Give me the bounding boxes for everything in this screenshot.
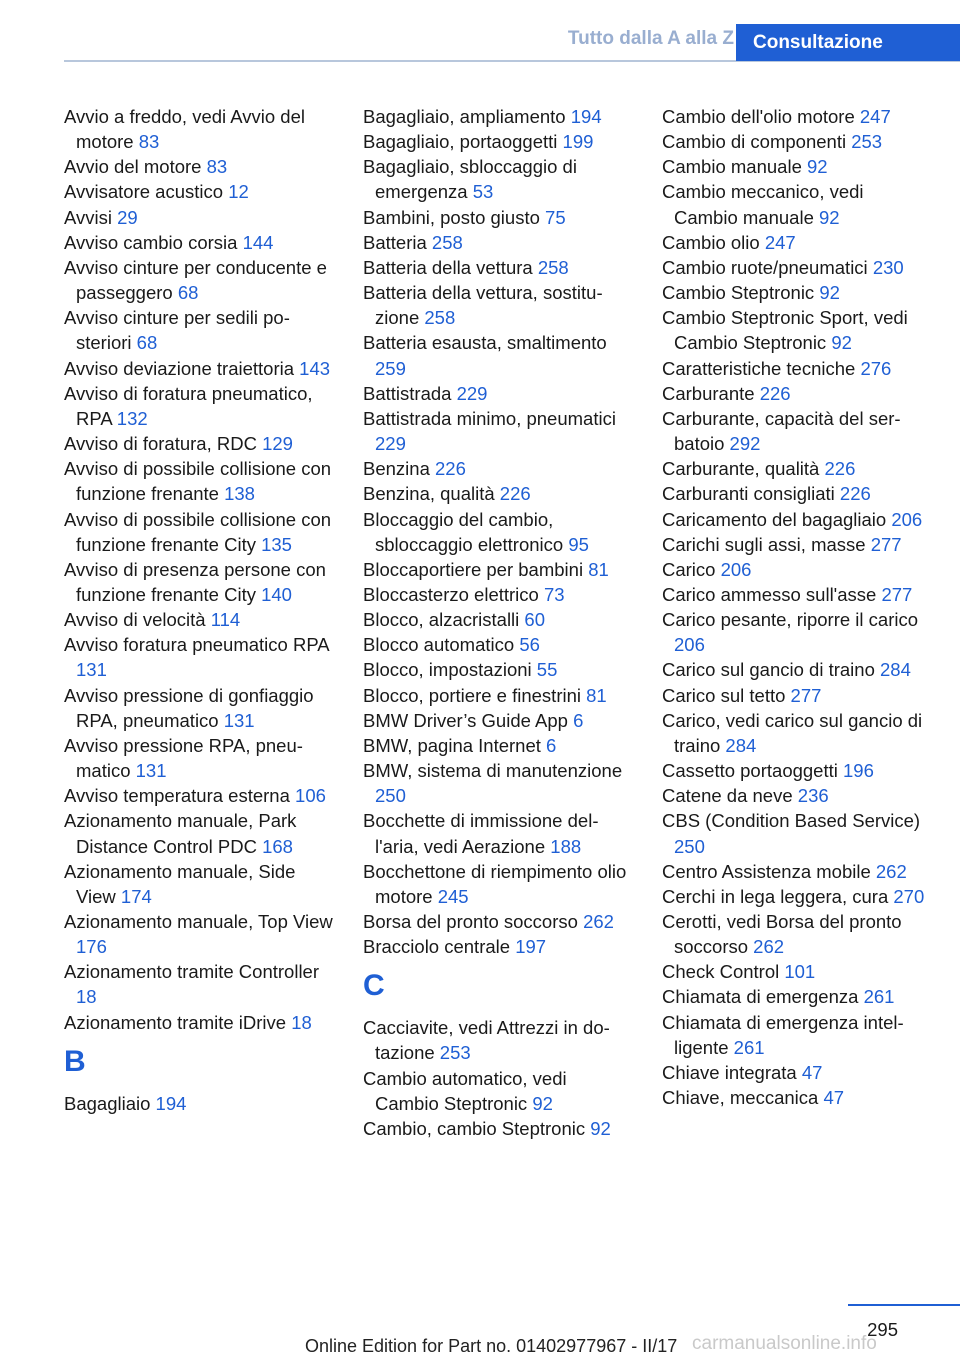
index-entry-term: Bocchettone di riempimento olio motore bbox=[363, 860, 627, 907]
index-entry-term: Cambio Steptronic Sport, vedi Cambio Steptronic bbox=[662, 307, 908, 354]
index-entry bbox=[363, 406, 635, 456]
index-entry bbox=[363, 808, 635, 858]
index-entry-term: Cambio Steptronic bbox=[662, 282, 820, 304]
index-entry-page-link[interactable]: 199 bbox=[562, 131, 594, 153]
index-entry bbox=[363, 230, 635, 255]
header-section-title: Tutto dalla A alla Z bbox=[567, 28, 734, 49]
index-entry-term: Avvio a freddo, vedi Avvio del motore bbox=[64, 106, 305, 153]
index-entry bbox=[662, 582, 930, 607]
index-entry-term: Avviso pressione RPA, pneumatico bbox=[64, 734, 303, 782]
index-entry bbox=[64, 1010, 336, 1035]
index-entry bbox=[64, 356, 336, 381]
watermark: carmanualsonline.info bbox=[692, 1333, 877, 1354]
index-entry-term: Avviso cambio corsia bbox=[64, 231, 243, 253]
index-entry-page-link[interactable]: 168 bbox=[262, 835, 293, 857]
index-entry bbox=[662, 381, 930, 406]
index-entry bbox=[64, 381, 336, 431]
index-entry-page-link[interactable]: 56 bbox=[519, 634, 540, 656]
index-column-3 bbox=[662, 104, 930, 1110]
index-entry bbox=[662, 356, 930, 381]
index-entry-page-link[interactable]: 12 bbox=[228, 181, 249, 203]
index-entry-term: Centro Assistenza mobile bbox=[662, 860, 876, 882]
index-entry-page-link[interactable]: 258 bbox=[537, 256, 569, 278]
index-entry bbox=[662, 532, 930, 557]
index-entry-term: Avviso di velocità bbox=[64, 609, 211, 631]
index-entry-term: Cambio olio bbox=[662, 231, 765, 253]
index-entry-page-link[interactable]: 135 bbox=[261, 533, 292, 555]
index-entry bbox=[363, 733, 635, 758]
index-entry-page-link[interactable]: 188 bbox=[550, 835, 582, 857]
index-entry bbox=[662, 708, 930, 758]
index-entry-term: Azionamento manuale, Side View bbox=[64, 860, 296, 907]
index-entry-page-link[interactable]: 18 bbox=[76, 986, 97, 1008]
index-entry-page-link[interactable]: 277 bbox=[870, 533, 902, 555]
index-entry bbox=[662, 481, 930, 506]
index-entry bbox=[363, 657, 635, 682]
index-entry-page-link[interactable]: 60 bbox=[524, 609, 545, 631]
index-entry-term: Carico bbox=[662, 558, 721, 580]
index-entry-term: Chiamata di emergenza bbox=[662, 986, 864, 1008]
index-entry-page-link[interactable]: 292 bbox=[729, 433, 761, 455]
index-entry-page-link[interactable]: 176 bbox=[76, 936, 107, 958]
index-entry-term: Avviso di foratura pneumatico, RPA bbox=[64, 382, 313, 429]
index-letter-heading: B bbox=[64, 1044, 86, 1078]
index-entry bbox=[662, 104, 930, 129]
index-entry-page-link[interactable]: 92 bbox=[807, 156, 828, 178]
index-entry-term: Avvio del motore bbox=[64, 156, 207, 178]
index-entry-term: Carico, vedi carico sul gancio di traino bbox=[662, 709, 923, 756]
index-entry-term: Chiave, meccanica bbox=[662, 1087, 824, 1109]
index-entry-term: Caricamento del bagagliaio bbox=[662, 508, 892, 530]
index-entry-page-link[interactable]: 92 bbox=[590, 1117, 611, 1139]
index-entry-term: Chiave integrata bbox=[662, 1061, 802, 1083]
index-entry bbox=[662, 255, 930, 280]
index-entry-term: Cambio manuale bbox=[662, 156, 807, 178]
index-entry-term: BMW, sistema di manutenzione bbox=[363, 760, 623, 782]
index-entry bbox=[64, 507, 336, 557]
index-entry bbox=[662, 859, 930, 884]
index-entry bbox=[64, 305, 336, 355]
index-entry bbox=[64, 909, 336, 959]
index-entry bbox=[363, 683, 635, 708]
index-entry bbox=[363, 104, 635, 129]
index-entry-term: Cerotti, vedi Borsa del pronto soccorso bbox=[662, 911, 902, 958]
index-entry bbox=[363, 1015, 635, 1065]
index-entry bbox=[363, 909, 635, 934]
index-entry-page-link[interactable]: 53 bbox=[472, 181, 494, 203]
index-entry bbox=[662, 557, 930, 582]
index-entry-term: Batteria esausta, smaltimento bbox=[363, 332, 607, 354]
index-entry-term: Avviso di foratura, RDC bbox=[64, 433, 263, 455]
index-column-2 bbox=[363, 104, 635, 1141]
index-entry bbox=[662, 129, 930, 154]
index-entry-term: Cambio meccanico, vedi Cambio manuale bbox=[662, 181, 864, 228]
index-entry-term: BMW Driver’s Guide App bbox=[363, 709, 574, 731]
index-entry bbox=[662, 984, 930, 1009]
index-entry-term: Cambio di componenti bbox=[662, 131, 852, 153]
index-entry-page-link[interactable]: 259 bbox=[375, 357, 406, 379]
index-entry-page-link[interactable]: 206 bbox=[720, 558, 752, 580]
index-entry-term: Carburante bbox=[662, 382, 760, 404]
index-entry-term: Battistrada bbox=[363, 382, 457, 404]
index-entry-page-link[interactable]: 277 bbox=[881, 583, 913, 605]
index-entry-page-link[interactable]: 226 bbox=[824, 458, 856, 480]
index-entry-page-link[interactable]: 131 bbox=[223, 709, 255, 731]
index-entry-page-link[interactable]: 92 bbox=[819, 282, 840, 304]
index-entry bbox=[64, 205, 336, 230]
index-entry-page-link[interactable]: 114 bbox=[210, 609, 241, 631]
index-entry-term: Cerchi in lega leggera, cura bbox=[662, 885, 894, 907]
index-entry-page-link[interactable]: 73 bbox=[543, 583, 565, 605]
index-entry-term: Chiamata di emergenza intelligente bbox=[662, 1011, 904, 1058]
index-entry bbox=[662, 884, 930, 909]
index-entry-term: Avvisi bbox=[64, 206, 118, 228]
index-entry-page-link[interactable]: 258 bbox=[424, 307, 456, 329]
index-entry-term: Catene da neve bbox=[662, 785, 798, 807]
index-entry-page-link[interactable]: 29 bbox=[117, 206, 138, 228]
index-entry bbox=[64, 456, 336, 506]
index-entry-page-link[interactable]: 83 bbox=[206, 156, 228, 178]
index-entry-page-link[interactable]: 196 bbox=[843, 760, 874, 782]
index-entry bbox=[363, 481, 635, 506]
index-entry-term: Battistrada minimo, pneumatici bbox=[363, 407, 616, 429]
index-entry-term: Bagagliaio, ampliamento bbox=[363, 106, 571, 127]
index-entry-page-link[interactable]: 138 bbox=[224, 483, 255, 505]
index-entry bbox=[64, 230, 336, 255]
index-entry bbox=[64, 783, 336, 808]
index-entry-term: Bagagliaio bbox=[64, 1092, 156, 1114]
index-entry bbox=[363, 255, 635, 280]
index-entry-term: Avviso foratura pneumatico RPA bbox=[64, 634, 329, 656]
index-entry bbox=[662, 406, 930, 456]
page-number: 295 bbox=[867, 1319, 898, 1340]
index-entry-term: Batteria bbox=[363, 231, 432, 253]
index-entry bbox=[662, 783, 930, 808]
index-entry-page-link[interactable]: 247 bbox=[859, 106, 891, 127]
index-entry-term: Bracciolo centrale bbox=[363, 936, 516, 958]
index-entry-term: Blocco, alzacristalli bbox=[363, 609, 525, 631]
index-entry-page-link[interactable]: 6 bbox=[573, 709, 584, 731]
index-entry-page-link[interactable]: 277 bbox=[790, 684, 822, 706]
index-column-1 bbox=[64, 104, 336, 1116]
index-entry bbox=[64, 104, 336, 154]
index-entry bbox=[64, 683, 336, 733]
index-entry-page-link[interactable]: 55 bbox=[536, 659, 558, 681]
index-entry bbox=[363, 1066, 635, 1116]
index-entry-term: Avviso di presenza persone con funzione frenante City bbox=[64, 558, 326, 605]
index-entry-term: Carichi sugli assi, masse bbox=[662, 533, 871, 555]
index-entry-page-link[interactable]: 229 bbox=[375, 433, 406, 455]
index-entry-term: Cambio ruote/pneumatici bbox=[662, 256, 873, 278]
index-entry bbox=[363, 129, 635, 154]
index-entry bbox=[363, 381, 635, 406]
index-entry bbox=[363, 607, 635, 632]
index-entry bbox=[64, 808, 336, 858]
index-entry-page-link[interactable]: 83 bbox=[138, 131, 160, 153]
index-entry-term: Carico ammesso sull'asse bbox=[662, 583, 882, 605]
index-entry bbox=[363, 934, 635, 959]
index-entry bbox=[64, 154, 336, 179]
index-entry-term: Benzina, qualità bbox=[363, 483, 500, 505]
index-entry bbox=[64, 959, 336, 1009]
index-entry-term: Bocchette di immissione dell'aria, vedi Aerazione bbox=[363, 810, 599, 857]
index-entry-term: Caratteristiche tecniche bbox=[662, 357, 861, 379]
index-entry-page-link[interactable]: 144 bbox=[242, 231, 274, 253]
index-entry-page-link[interactable]: 92 bbox=[819, 206, 840, 228]
index-entry-term: Avviso deviazione traiettoria bbox=[64, 357, 300, 379]
index-entry-term: Cambio, cambio Steptronic bbox=[363, 1117, 591, 1139]
index-entry-page-link[interactable]: 261 bbox=[863, 986, 895, 1008]
index-entry bbox=[64, 733, 336, 783]
index-entry-term: Avviso di possibile collisione con funzione frenante City bbox=[64, 508, 332, 555]
index-entry-term: Avviso di possibile collisione con funzione frenante bbox=[64, 458, 332, 505]
index-entry-term: Carico pesante, riporre il carico bbox=[662, 609, 919, 631]
index-entry-page-link[interactable]: 81 bbox=[586, 684, 607, 706]
index-entry bbox=[662, 1060, 930, 1085]
index-entry-page-link[interactable]: 174 bbox=[120, 885, 152, 907]
header-tab: Consultazione bbox=[736, 24, 960, 61]
index-entry-term: Cacciavite, vedi Attrezzi in dotazione bbox=[363, 1017, 610, 1064]
index-entry bbox=[363, 632, 635, 657]
index-entry-page-link[interactable]: 253 bbox=[851, 131, 883, 153]
index-entry bbox=[363, 456, 635, 481]
index-entry-page-link[interactable]: 101 bbox=[784, 961, 816, 983]
index-entry bbox=[363, 507, 635, 557]
index-entry-term: Bloccaportiere per bambini bbox=[363, 558, 589, 580]
index-entry-term: Avvisatore acustico bbox=[64, 181, 229, 203]
index-entry bbox=[662, 280, 930, 305]
index-entry bbox=[662, 808, 930, 858]
index-entry-term: Carburante, capacità del serbatoio bbox=[662, 407, 901, 455]
index-entry-page-link[interactable]: 68 bbox=[136, 332, 158, 354]
index-entry-page-link[interactable]: 262 bbox=[753, 936, 785, 958]
index-entry-page-link[interactable]: 129 bbox=[262, 433, 293, 455]
index-entry-term: Avviso temperatura esterna bbox=[64, 785, 296, 807]
index-entry-page-link[interactable]: 245 bbox=[437, 885, 469, 907]
index-entry bbox=[662, 607, 930, 657]
index-entry-page-link[interactable]: 92 bbox=[532, 1092, 553, 1114]
index-entry-page-link[interactable]: 68 bbox=[177, 282, 199, 304]
index-entry-page-link[interactable]: 250 bbox=[375, 785, 406, 807]
index-entry-term: Blocco, portiere e finestrini bbox=[363, 684, 587, 706]
index-letter-heading: C bbox=[363, 969, 385, 1003]
index-entry-page-link[interactable]: 236 bbox=[797, 785, 829, 807]
index-entry-page-link[interactable]: 284 bbox=[725, 734, 757, 756]
index-entry bbox=[363, 154, 635, 204]
index-entry bbox=[64, 557, 336, 607]
index-entry bbox=[363, 330, 635, 380]
index-entry bbox=[662, 909, 930, 959]
index-entry-page-link[interactable]: 262 bbox=[583, 911, 614, 932]
index-entry-page-link[interactable]: 194 bbox=[155, 1092, 187, 1114]
index-entry bbox=[363, 582, 635, 607]
index-entry bbox=[662, 154, 930, 179]
index-entry bbox=[662, 179, 930, 229]
index-entry-term: Avviso cinture per conducente e passeggero bbox=[64, 256, 327, 304]
index-entry-page-link[interactable]: 230 bbox=[872, 256, 904, 278]
index-entry bbox=[363, 557, 635, 582]
index-entry-term: Bagagliaio, sbloccaggio di emergenza bbox=[363, 156, 577, 203]
index-entry bbox=[662, 507, 930, 532]
index-entry-page-link[interactable]: 253 bbox=[439, 1042, 471, 1064]
index-entry-page-link[interactable]: 250 bbox=[674, 835, 705, 857]
index-entry-term: BMW, pagina Internet bbox=[363, 734, 547, 756]
index-entry-page-link[interactable]: 262 bbox=[875, 860, 907, 882]
index-entry bbox=[64, 859, 336, 909]
index-entry-page-link[interactable]: 226 bbox=[839, 483, 871, 505]
index-entry-page-link[interactable]: 81 bbox=[588, 558, 609, 580]
index-entry bbox=[64, 632, 336, 682]
index-entry-page-link[interactable]: 284 bbox=[880, 659, 911, 681]
index-entry-page-link[interactable]: 206 bbox=[891, 508, 923, 530]
index-entry bbox=[64, 431, 336, 456]
index-entry-page-link[interactable]: 75 bbox=[545, 206, 566, 228]
index-entry-page-link[interactable]: 226 bbox=[435, 458, 466, 480]
index-entry-term: Batteria della vettura bbox=[363, 256, 538, 278]
index-entry-term: Borsa del pronto soccorso bbox=[363, 911, 584, 932]
index-entry-term: Azionamento tramite Controller bbox=[64, 961, 319, 983]
index-entry-page-link[interactable]: 258 bbox=[431, 231, 463, 253]
index-entry-term: Carburanti consigliati bbox=[662, 483, 840, 505]
index-entry bbox=[64, 179, 336, 204]
index-entry bbox=[662, 657, 930, 682]
index-entry bbox=[662, 456, 930, 481]
index-entry bbox=[363, 859, 635, 909]
index-entry bbox=[662, 959, 930, 984]
index-entry-term: Cambio automatico, vedi Cambio Steptronic bbox=[363, 1067, 567, 1114]
index-entry-page-link[interactable]: 226 bbox=[499, 483, 531, 505]
index-entry bbox=[662, 230, 930, 255]
index-entry-page-link[interactable]: 47 bbox=[801, 1061, 823, 1083]
index-entry-term: Blocco, impostazioni bbox=[363, 659, 537, 681]
index-entry bbox=[662, 1010, 930, 1060]
index-entry-term: Cambio dell'olio motore bbox=[662, 106, 860, 127]
index-entry-page-link[interactable]: 226 bbox=[759, 382, 791, 404]
index-entry-term: Carico sul tetto bbox=[662, 684, 791, 706]
index-entry bbox=[363, 205, 635, 230]
index-entry bbox=[662, 1085, 930, 1110]
index-entry-page-link[interactable]: 106 bbox=[295, 785, 326, 807]
index-entry-page-link[interactable]: 206 bbox=[674, 634, 705, 656]
index-entry-term: Benzina bbox=[363, 458, 435, 480]
index-entry-page-link[interactable]: 132 bbox=[116, 407, 148, 429]
index-entry-term: Bloccaggio del cambio, sbloccaggio elettronico bbox=[363, 508, 569, 555]
edition-line: Online Edition for Part no. 01402977967 - II/17 bbox=[305, 1336, 678, 1356]
index-entry bbox=[662, 683, 930, 708]
index-entry-term: Cassetto portaoggetti bbox=[662, 760, 843, 782]
index-entry bbox=[64, 1091, 336, 1116]
index-entry bbox=[64, 607, 336, 632]
index-entry-term: Azionamento manuale, Top View bbox=[64, 911, 333, 932]
index-entry bbox=[662, 305, 930, 355]
index-entry bbox=[363, 280, 635, 330]
index-entry-term: Carburante, qualità bbox=[662, 458, 825, 480]
index-entry-page-link[interactable]: 276 bbox=[860, 357, 892, 379]
index-entry-term: Bloccasterzo elettrico bbox=[363, 583, 544, 605]
index-entry-page-link[interactable]: 92 bbox=[831, 332, 852, 354]
index-entry bbox=[363, 758, 635, 808]
index-entry-term: Blocco automatico bbox=[363, 634, 520, 656]
index-entry-page-link[interactable]: 143 bbox=[299, 357, 331, 379]
index-entry bbox=[363, 1116, 635, 1141]
index-entry-page-link[interactable]: 131 bbox=[135, 760, 167, 782]
footer-rule bbox=[848, 1304, 960, 1306]
index-entry-term: Azionamento manuale, Park Distance Control PDC bbox=[64, 810, 297, 857]
index-entry-page-link[interactable]: 47 bbox=[823, 1087, 845, 1109]
index-entry-page-link[interactable]: 6 bbox=[546, 734, 557, 756]
index-entry-page-link[interactable]: 197 bbox=[515, 936, 547, 958]
index-entry-term: Bagagliaio, portaoggetti bbox=[363, 131, 563, 153]
index-entry bbox=[64, 255, 336, 305]
index-entry-page-link[interactable]: 270 bbox=[893, 885, 925, 907]
index-entry-page-link[interactable]: 140 bbox=[261, 583, 292, 605]
index-entry-term: Carico sul gancio di traino bbox=[662, 659, 880, 681]
index-entry-page-link[interactable]: 131 bbox=[76, 659, 107, 681]
index-entry-term: Bambini, posto giusto bbox=[363, 206, 546, 228]
index-entry-page-link[interactable]: 261 bbox=[733, 1036, 765, 1058]
index-entry-term: Azionamento tramite iDrive bbox=[64, 1011, 292, 1033]
index-entry-term: Avviso pressione di gonfiaggio RPA, pneumatico bbox=[64, 684, 314, 731]
index-entry bbox=[363, 708, 635, 733]
index-entry-term: Check Control bbox=[662, 961, 785, 983]
index-entry-page-link[interactable]: 95 bbox=[568, 533, 589, 555]
index-entry bbox=[662, 758, 930, 783]
index-entry-term: Avviso cinture per sedili posteriori bbox=[64, 307, 290, 354]
index-entry-term: Batteria della vettura, sostituzione bbox=[363, 282, 603, 329]
index-entry-page-link[interactable]: 18 bbox=[291, 1011, 312, 1033]
index-entry-page-link[interactable]: 247 bbox=[764, 231, 796, 253]
index-entry-term: CBS (Condition Based Service) bbox=[662, 810, 921, 832]
index-entry-page-link[interactable]: 194 bbox=[570, 106, 602, 127]
index-entry-page-link[interactable]: 229 bbox=[456, 382, 488, 404]
